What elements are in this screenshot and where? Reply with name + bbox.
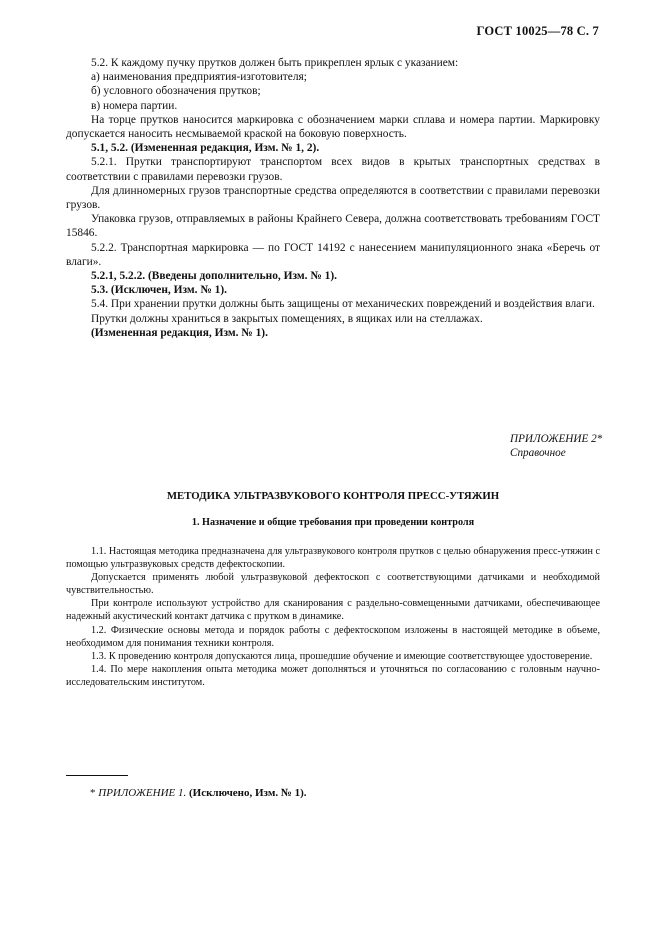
paragraph-5-4: 5.4. При хранении прутки должны быть защищены от механических повреждений и воздействия влаги.	[91, 298, 595, 311]
paragraph-5-2-2: 5.2.2. Транспортная маркировка — по ГОСТ 14192 с нанесением манипуляционного знака «Беречь от влаги».	[66, 241, 600, 268]
appendix-tag	[510, 433, 602, 460]
list-item-c: в) номера партии.	[91, 99, 178, 112]
footnote-divider	[66, 775, 128, 776]
edition-note-4: (Измененная редакция, Изм. № 1).	[91, 326, 268, 339]
paragraph-marking: На торце прутков наносится маркировка с обозначением марки сплава и номера партии. Маркировку допускается наносить несмываемой краской на боковую поверхность.	[66, 113, 600, 141]
appendix-number: ПРИЛОЖЕНИЕ 2*	[510, 433, 603, 445]
paragraph-5-2: 5.2. К каждому пучку прутков должен быть прикреплен ярлык с указанием:	[91, 57, 459, 69]
edition-note-3: 5.3. (Исключен, Изм. № 1).	[91, 284, 227, 297]
list-item-a: а) наименования предприятия-изготовителя;	[91, 71, 307, 84]
paragraph-1-1: 1.1. Настоящая методика предназначена для ультразвукового контроля прутков с целью обнаружения пресс-утяжин с помощью ультразвуковых средств дефектоскопии.	[66, 546, 600, 571]
paragraph-flaw-detector: Допускается применять любой ультразвуковой дефектоскоп с соответствующими датчиками и необходимой чувствительностью.	[66, 572, 600, 597]
paragraph-long-cargo: Для длинномерных грузов транспортные средства определяются в соответствии с правилами перевозки грузов.	[66, 184, 600, 212]
paragraph-1-3: 1.3. К проведению контроля допускаются лица, прошедшие обучение и имеющие соответствующее удостоверение.	[91, 650, 593, 662]
list-item-b: б) условного обозначения прутков;	[91, 85, 261, 98]
top-section	[66, 56, 600, 340]
appendix-type: Справочное	[510, 446, 566, 459]
edition-note-1: 5.1, 5.2. (Измененная редакция, Изм. № 1, 2).	[91, 142, 320, 155]
paragraph-1-4: 1.4. По мере накопления опыта методика может дополняться и уточняться по согласованию с головным научно-исследовательским институтом.	[66, 663, 600, 688]
footnote-text: (Исключено, Изм. № 1).	[188, 787, 307, 799]
paragraph-storage: Прутки должны храниться в закрытых помещениях, в ящиках или на стеллажах.	[91, 312, 483, 325]
paragraph-1-2: 1.2. Физические основы метода и порядок работы с дефектоскопом изложены в настоящей методике в объеме, необходимом для понимания техники контроля.	[66, 624, 600, 649]
paragraph-5-2-1: 5.2.1. Прутки транспортируют транспортом всех видов в крытых транспортных средствах в соответствии с правилами перевозки грузов.	[66, 156, 600, 183]
footnote	[90, 787, 307, 799]
footnote-label: ПРИЛОЖЕНИЕ 1.	[98, 787, 187, 799]
edition-note-2: 5.2.1, 5.2.2. (Введены дополнительно, Изм. № 1).	[91, 270, 337, 283]
appendix-body	[66, 545, 600, 689]
section-1-title: 1. Назначение и общие требования при проведении контроля	[191, 517, 475, 528]
paragraph-scanner: При контроле используют устройство для сканирования с раздельно-совмещенными датчиками, обеспечивающее надежный акустический контакт датчика с прутком в динамике.	[66, 598, 600, 623]
paragraph-north-packing: Упаковка грузов, отправляемых в районы Крайнего Севера, должна соответствовать требованиям ГОСТ 15846.	[66, 213, 600, 240]
page-header: ГОСТ 10025—78 С. 7	[476, 24, 599, 38]
footnote-marker: *	[90, 787, 96, 799]
appendix-title: МЕТОДИКА УЛЬТРАЗВУКОВОГО КОНТРОЛЯ ПРЕСС-УТЯЖИН	[166, 490, 500, 502]
